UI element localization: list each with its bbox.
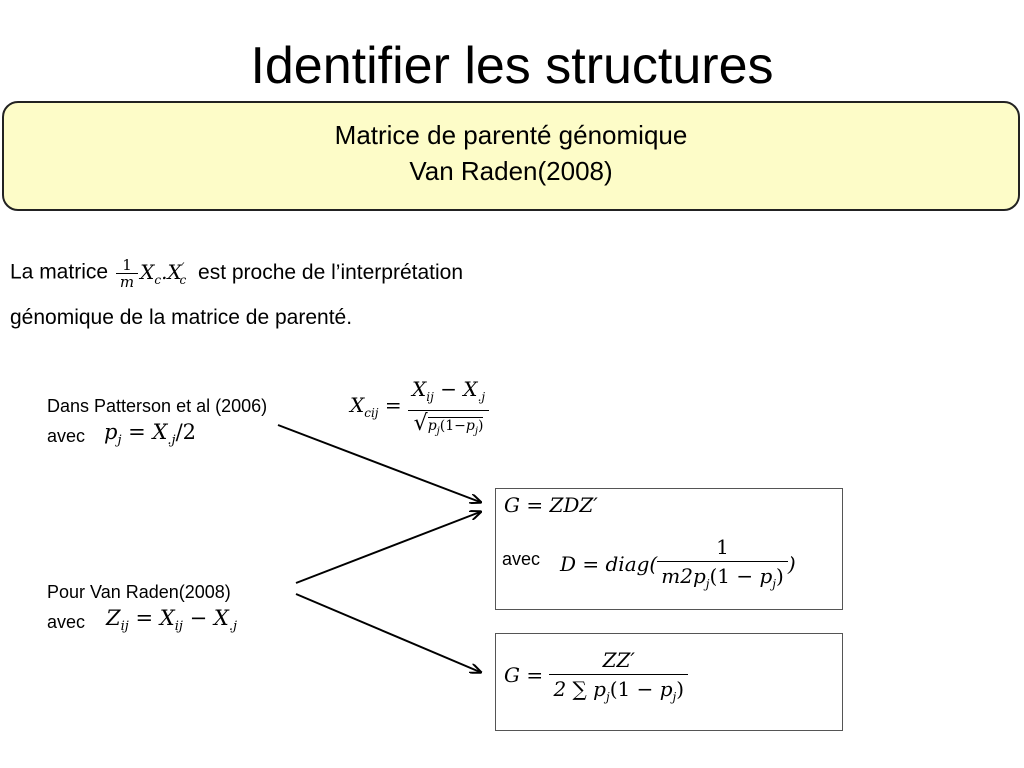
d-num: 1 (657, 533, 788, 562)
x-den-symbol: p (427, 418, 437, 434)
patterson-avec-label: avec (47, 426, 86, 446)
x-num-symbol: X (412, 377, 427, 401)
slide-title: Identifier les structures (250, 37, 774, 95)
arrow-vanraden-to-box1 (296, 512, 480, 583)
box1-avec-label: avec (502, 549, 541, 569)
box2-g-formula: G = $\frac{ZZ'}{2 \sum p_j(1 - p_j)}$ (504, 646, 688, 711)
patterson-line-1: Dans Patterson et al (2006) (47, 396, 268, 416)
box1-d-formula: D = diag( $\frac{1}{m2p_j(1 - p_j)}$ ) (560, 535, 796, 591)
g2-den: 2 ∑ p (553, 677, 606, 701)
g2-num: ZZ′ (549, 646, 688, 675)
intro-formula-den: m (119, 272, 135, 291)
vanraden-z-formula: $Z_{ij} = X_{ij} - X_{.j}$ (106, 606, 238, 635)
p-symbol: p (104, 420, 118, 444)
vanraden-avec-label: avec (47, 612, 86, 632)
arrow-vanraden-to-box2 (296, 594, 480, 672)
patterson-x-formula: $X_{cij}$ = $\frac{X_{ij} - X_{.j}}{√p_j(1-p_j)}$ (350, 376, 489, 446)
patterson-p-formula: $p_j = X_{.j}/2$ (104, 420, 197, 449)
intro-prefix: La matrice (10, 260, 109, 284)
xc-symbol: X (350, 392, 365, 417)
z-symbol: Z (106, 606, 121, 630)
intro-line-2: génomique de la matrice de parenté. (10, 306, 353, 329)
d-close: ) (787, 552, 796, 576)
p-rhs: = X (128, 420, 168, 444)
d-den: m2p (661, 564, 706, 588)
vanraden-line-1: Pour Van Raden(2008) (47, 582, 231, 602)
g2-lhs: G = (504, 663, 544, 687)
arrow-patterson-to-box1 (278, 425, 480, 502)
intro-formula-x2: X (167, 259, 182, 284)
banner-line-2: Van Raden(2008) (409, 156, 613, 186)
intro-suffix: est proche de l’interprétation (198, 260, 464, 284)
intro-formula: $X_c.X'_c$ (140, 259, 187, 287)
banner-line-1: Matrice de parenté génomique (334, 120, 688, 150)
d-lhs: D = diag( (560, 552, 658, 576)
intro-formula-num: 1 (116, 257, 138, 274)
intro-formula-x1: X (140, 259, 155, 284)
box1-g-formula: G = ZDZ′ (504, 493, 598, 517)
